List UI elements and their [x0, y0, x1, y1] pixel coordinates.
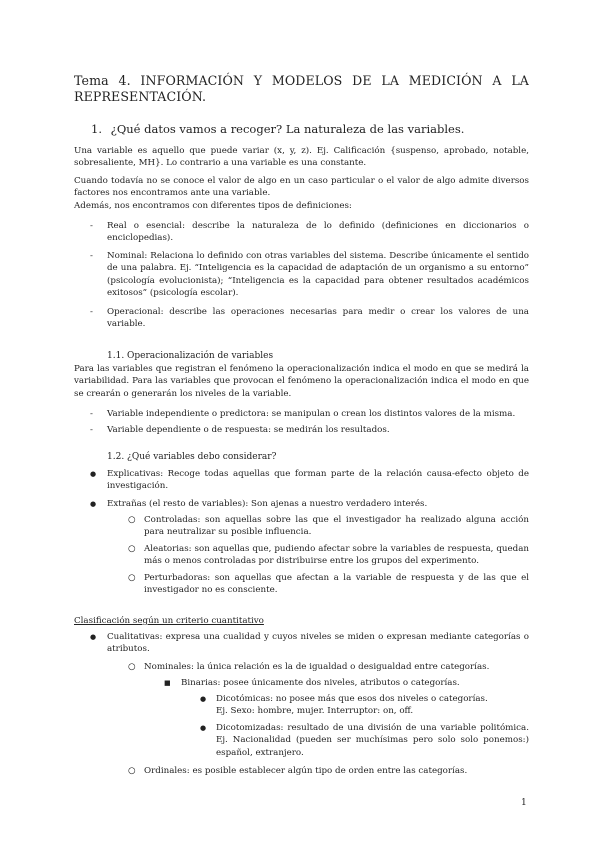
list-bullet: ■ [164, 679, 171, 687]
list-bullet: - [90, 409, 93, 419]
list-bullet: ○ [128, 766, 136, 776]
paragraph-variable-definition: Una variable es aquello que puede variar (x, y, z). Ej. Calificación {suspenso, aprobado, notable, sobresaliente, MH}. Lo contrario a una variable es una constante. [74, 146, 529, 169]
list-item-disturbing: Perturbadoras: son aquellas que afectan a la variable de respuesta y de las que el investigador no es consciente. [144, 573, 529, 596]
subsection-heading-1-2: 1.2. ¿Qué variables debo considerar? [107, 452, 277, 462]
list-item-qualitative: Cualitativas: expresa una cualidad y cuyos niveles se miden o expresan mediante categorías o atributos. [107, 632, 529, 655]
list-item-nominal: Nominal: Relaciona lo definido con otras variables del sistema. Describe únicamente el sentido de una palabra. Ej. “Inteligencia es la capacidad de adaptación de un organismo a su entorno” (psicología evolucionista); “Inteligencia es la capacidad para obtener resultados académicos exitosos” (psicología escolar). [107, 251, 529, 299]
list-bullet: ○ [128, 544, 136, 554]
list-bullet: ○ [128, 515, 136, 525]
list-bullet: ○ [128, 573, 136, 583]
list-bullet: ● [90, 633, 97, 641]
list-bullet: ● [200, 695, 207, 703]
list-item-nominal-scale: Nominales: la única relación es la de igualdad o desigualdad entre categorías. [144, 662, 490, 672]
list-item-dichotomized: Dicotomizadas: resultado de una división de una variable politómica. Ej. Nacionalidad (pueden ser muchísimas pero solo solo ponemos:) español, extranjero. [216, 723, 529, 758]
list-item-independent-variable: Variable independiente o predictora: se manipulan o crean los distintos valores de la misma. [107, 409, 516, 419]
list-item-dependent-variable: Variable dependiente o de respuesta: se medirán los resultados. [107, 425, 390, 435]
section-heading-1 [91, 122, 464, 136]
list-item-dichotomous [216, 693, 529, 718]
paragraph-variable-context: Cuando todavía no se conoce el valor de algo en un caso particular o el valor de algo admite diversos factores nos encontramos ante una variable. [74, 176, 529, 199]
list-item-binary: Binarias: posee únicamente dos niveles, atributos o categorías. [181, 678, 460, 688]
page-number: 1 [521, 798, 527, 808]
paragraph-definitions-intro: Además, nos encontramos con diferentes tipos de definiciones: [74, 201, 352, 211]
list-bullet: - [90, 307, 93, 317]
list-bullet: ● [90, 500, 97, 508]
dichotomous-example: Ej. Sexo: hombre, mujer. Interruptor: on, off. [216, 706, 414, 717]
list-item-operational: Operacional: describe las operaciones necesarias para medir o crear los valores de una variable. [107, 307, 529, 330]
list-item-real: Real o esencial: describe la naturaleza de lo definido (definiciones en diccionarios o enciclopedias). [107, 221, 529, 244]
list-item-explanatory: Explicativas: Recoge todas aquellas que forman parte de la relación causa-efecto objeto de investigación. [107, 469, 529, 492]
paragraph-operationalization: Para las variables que registran el fenómeno la operacionalización indica el modo en que se medirá la variabilidad. Para las variables que provocan el fenómeno la operacionalización indica el modo en que se crearán o generarán los niveles de la variable. [74, 364, 529, 399]
list-bullet: ● [90, 470, 97, 478]
list-bullet: ○ [128, 662, 136, 672]
list-bullet: - [90, 251, 93, 261]
classification-heading: Clasificación según un criterio cuantitativo [74, 616, 264, 626]
section-heading-text: ¿Qué datos vamos a recoger? La naturaleza de las variables. [110, 122, 465, 136]
list-item-ordinal: Ordinales: es posible establecer algún tipo de orden entre las categorías. [144, 766, 468, 776]
subsection-heading-1-1: 1.1. Operacionalización de variables [107, 351, 274, 361]
list-item-random: Aleatorias: son aquellas que, pudiendo afectar sobre la variables de respuesta, quedan más o menos controladas por distribuirse entre los grupos del experimento. [144, 544, 529, 567]
list-bullet: - [90, 425, 93, 435]
list-bullet: ● [200, 724, 207, 732]
document-title: Tema 4. INFORMACIÓN Y MODELOS DE LA MEDICIÓN A LA REPRESENTACIÓN. [74, 73, 529, 104]
dichotomous-definition: Dicotómicas: no posee más que esos dos niveles o categorías. [216, 694, 488, 704]
list-item-extraneous: Extrañas (el resto de variables): Son ajenas a nuestro verdadero interés. [107, 499, 428, 509]
section-number: 1. [91, 122, 102, 136]
list-bullet: - [90, 221, 93, 231]
list-item-controlled: Controladas: son aquellas sobre las que el investigador ha realizado alguna acción para neutralizar su posible influencia. [144, 515, 529, 538]
